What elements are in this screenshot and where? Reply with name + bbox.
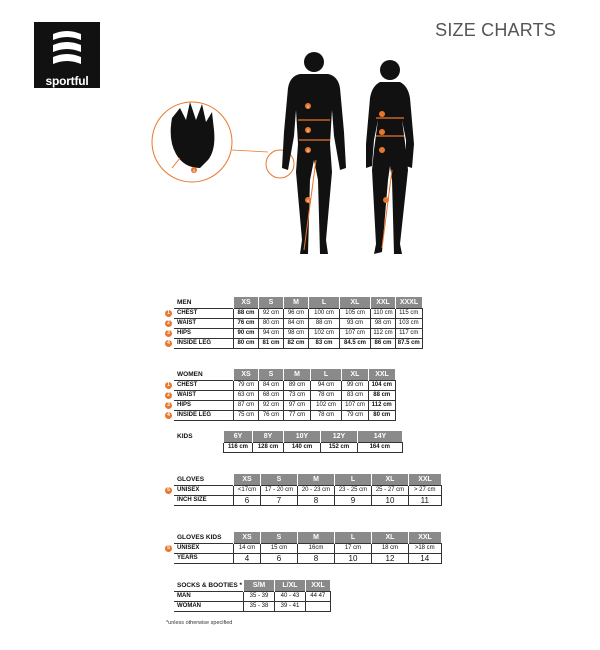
- row-label: UNISEX: [174, 486, 234, 496]
- row-label: MAN: [174, 592, 244, 602]
- socks-size-lxl: L/XL: [275, 580, 306, 592]
- socks-title: SOCKS & BOOTIES *: [177, 582, 243, 589]
- table-cell: 89 cm: [284, 381, 311, 391]
- table-cell: [160, 411, 174, 421]
- row-label: INCH SIZE: [174, 496, 234, 506]
- marker-5: 5: [165, 487, 172, 494]
- table-cell: 10: [335, 554, 372, 564]
- table-cell: 117 cm: [396, 329, 423, 339]
- table-cell: [160, 474, 174, 486]
- gloves-size-l: L: [335, 474, 372, 486]
- marker-2-man: 2: [306, 128, 310, 133]
- marker-4: 4: [165, 412, 172, 419]
- table-cell: 92 cm: [259, 309, 284, 319]
- table-cell: 84.5 cm: [340, 339, 371, 349]
- women-size-xl: XL: [342, 369, 369, 381]
- kids-title: KIDS: [177, 433, 193, 441]
- table-cell: [160, 401, 174, 411]
- table-cell: 99 cm: [342, 381, 369, 391]
- gloves-kids-size-xxl: XXL: [409, 532, 442, 544]
- women-title: WOMEN: [177, 371, 203, 378]
- table-cell: 12: [372, 554, 409, 564]
- table-row: [160, 391, 395, 401]
- table-cell: 79 cm: [234, 381, 259, 391]
- table-cell: 82 cm: [284, 339, 309, 349]
- table-cell: 87.5 cm: [396, 339, 423, 349]
- table-cell: 102 cm: [311, 401, 342, 411]
- table-row: [160, 411, 395, 421]
- table-cell: 112 cm: [369, 401, 396, 411]
- table-cell: 115 cm: [396, 309, 423, 319]
- table-cell: 86 cm: [371, 339, 396, 349]
- table-cell: <17cm: [234, 486, 261, 496]
- table-row: [160, 544, 441, 554]
- table-cell: 88 cm: [309, 319, 340, 329]
- table-cell: 80 cm: [369, 411, 396, 421]
- table-cell: [160, 309, 174, 319]
- table-cell: [160, 381, 174, 391]
- row-label: HIPS: [174, 329, 234, 339]
- table-cell: 76 cm: [234, 319, 259, 329]
- table-cell: 44 47: [306, 592, 331, 602]
- table-row: [160, 443, 402, 453]
- men-size-s: S: [259, 297, 284, 309]
- table-cell: 8: [298, 496, 335, 506]
- table-cell: [160, 329, 174, 339]
- table-cell: [160, 486, 174, 496]
- table-cell: >18 cm: [409, 544, 442, 554]
- table-cell: 81 cm: [259, 339, 284, 349]
- row-label: CHEST: [174, 309, 234, 319]
- man-figure: [282, 52, 346, 254]
- women-size-l: L: [311, 369, 342, 381]
- table-cell: 87 cm: [234, 401, 259, 411]
- men-size-xs: XS: [234, 297, 259, 309]
- table-cell: 35 - 38: [244, 602, 275, 612]
- gloves-title: GLOVES: [177, 476, 205, 483]
- gloves-size-s: S: [261, 474, 298, 486]
- table-cell: 96 cm: [284, 309, 309, 319]
- gloves-kids-size-xs: XS: [234, 532, 261, 544]
- women-size-xxl: XXL: [369, 369, 396, 381]
- table-cell: 80 cm: [234, 339, 259, 349]
- table-cell: 84 cm: [284, 319, 309, 329]
- table-cell: [174, 443, 224, 453]
- row-label: INSIDE LEG: [174, 411, 234, 421]
- table-cell: 77 cm: [284, 411, 311, 421]
- table-row: [160, 329, 422, 339]
- table-cell: 94 cm: [259, 329, 284, 339]
- marker-3-man: 3: [306, 148, 310, 153]
- row-label: INSIDE LEG: [174, 339, 234, 349]
- table-cell: 7: [261, 496, 298, 506]
- table-cell: 16cm: [298, 544, 335, 554]
- table-cell: 88 cm: [369, 391, 396, 401]
- kids-size-8y: 8Y: [253, 431, 284, 443]
- table-cell: [160, 592, 174, 602]
- table-cell: 15 cm: [261, 544, 298, 554]
- marker-4: 4: [165, 340, 172, 347]
- men-title: MEN: [177, 299, 192, 306]
- women-size-m: M: [284, 369, 311, 381]
- table-cell: 76 cm: [259, 411, 284, 421]
- table-cell: 14 cm: [234, 544, 261, 554]
- table-cell: 110 cm: [371, 309, 396, 319]
- gloves-size-xs: XS: [234, 474, 261, 486]
- table-cell: 23 - 25 cm: [335, 486, 372, 496]
- table-cell: 40 - 43: [275, 592, 306, 602]
- table-row: [160, 554, 441, 564]
- women-size-xs: XS: [234, 369, 259, 381]
- table-cell: [160, 554, 174, 564]
- kids-size-6y: 6Y: [224, 431, 253, 443]
- table-cell: 73 cm: [284, 391, 311, 401]
- men-size-l: L: [309, 297, 340, 309]
- gloves-size-xl: XL: [372, 474, 409, 486]
- table-cell: 140 cm: [284, 443, 321, 453]
- gloves-kids-size-xl: XL: [372, 532, 409, 544]
- gloves-kids-title: GLOVES KIDS: [177, 534, 222, 541]
- table-cell: [160, 319, 174, 329]
- table-cell: [160, 297, 174, 309]
- table-cell: [160, 602, 174, 612]
- table-cell: 11: [409, 496, 442, 506]
- table-cell: 104 cm: [369, 381, 396, 391]
- socks-size-table: [160, 580, 331, 612]
- men-size-xl: XL: [340, 297, 371, 309]
- table-cell: 128 cm: [253, 443, 284, 453]
- kids-size-table: [160, 431, 403, 453]
- table-row: [160, 496, 441, 506]
- table-cell: [160, 544, 174, 554]
- table-cell: 107 cm: [340, 329, 371, 339]
- table-cell: > 27 cm: [409, 486, 442, 496]
- table-cell: 93 cm: [340, 319, 371, 329]
- table-cell: 83 cm: [342, 391, 369, 401]
- marker-5: 5: [165, 545, 172, 552]
- table-cell: 152 cm: [321, 443, 358, 453]
- marker-5-glove: 5: [192, 168, 196, 173]
- marker-1: 1: [165, 310, 172, 317]
- table-cell: 97 cm: [284, 401, 311, 411]
- gloves-size-m: M: [298, 474, 335, 486]
- table-cell: 8: [298, 554, 335, 564]
- table-cell: 112 cm: [371, 329, 396, 339]
- gloves-size-xxl: XXL: [409, 474, 442, 486]
- table-cell: 9: [335, 496, 372, 506]
- table-row: [160, 602, 330, 612]
- table-cell: 79 cm: [342, 411, 369, 421]
- table-cell: 6: [261, 554, 298, 564]
- table-cell: 83 cm: [309, 339, 340, 349]
- marker-2: 2: [165, 392, 172, 399]
- row-label: WAIST: [174, 391, 234, 401]
- gloves-size-table: [160, 474, 442, 506]
- table-cell: [306, 602, 331, 612]
- row-label: CHEST: [174, 381, 234, 391]
- table-row: [160, 319, 422, 329]
- table-row: [160, 486, 441, 496]
- table-cell: 25 - 27 cm: [372, 486, 409, 496]
- table-cell: 10: [372, 496, 409, 506]
- table-cell: 105 cm: [340, 309, 371, 319]
- table-cell: [160, 443, 174, 453]
- socks-size-xxl: XXL: [306, 580, 331, 592]
- woman-figure: [366, 60, 414, 254]
- table-cell: 88 cm: [234, 309, 259, 319]
- table-cell: 6: [234, 496, 261, 506]
- row-label: HIPS: [174, 401, 234, 411]
- table-cell: 116 cm: [224, 443, 253, 453]
- row-label: WAIST: [174, 319, 234, 329]
- table-cell: 35 - 39: [244, 592, 275, 602]
- table-cell: [160, 369, 174, 381]
- marker-1: 1: [165, 382, 172, 389]
- brand-name: sportful: [45, 74, 89, 88]
- sportful-logo: [34, 22, 100, 88]
- table-cell: 78 cm: [311, 391, 342, 401]
- table-cell: [160, 391, 174, 401]
- men-size-table: [160, 297, 423, 349]
- glove-illustration: [152, 102, 268, 182]
- table-cell: 4: [234, 554, 261, 564]
- men-size-xxl: XXL: [371, 297, 396, 309]
- kids-size-12y: 12Y: [321, 431, 358, 443]
- table-cell: 100 cm: [309, 309, 340, 319]
- table-cell: 98 cm: [284, 329, 309, 339]
- table-cell: 75 cm: [234, 411, 259, 421]
- page-title: SIZE CHARTS: [435, 20, 556, 40]
- table-row: [160, 401, 395, 411]
- table-cell: 17 - 20 cm: [261, 486, 298, 496]
- table-cell: 20 - 23 cm: [298, 486, 335, 496]
- gloves-kids-size-table: [160, 532, 442, 564]
- table-row: [160, 339, 422, 349]
- women-size-table: [160, 369, 396, 421]
- kids-size-10y: 10Y: [284, 431, 321, 443]
- table-cell: [160, 339, 174, 349]
- table-cell: 90 cm: [234, 329, 259, 339]
- marker-4-man: 4: [306, 198, 310, 203]
- gloves-kids-size-m: M: [298, 532, 335, 544]
- men-size-xxxl: XXXL: [396, 297, 423, 309]
- marker-3: 3: [165, 330, 172, 337]
- row-label: UNISEX: [174, 544, 234, 554]
- gloves-kids-size-s: S: [261, 532, 298, 544]
- kids-size-14y: 14Y: [358, 431, 403, 443]
- body-measurement-illustration: [150, 40, 450, 270]
- table-cell: 78 cm: [311, 411, 342, 421]
- table-cell: 18 cm: [372, 544, 409, 554]
- table-cell: [160, 496, 174, 506]
- sportful-emblem-icon: [49, 30, 85, 70]
- men-size-m: M: [284, 297, 309, 309]
- table-cell: 92 cm: [259, 401, 284, 411]
- gloves-kids-size-l: L: [335, 532, 372, 544]
- table-cell: [160, 532, 174, 544]
- table-cell: 68 cm: [259, 391, 284, 401]
- marker-3: 3: [165, 402, 172, 409]
- table-cell: 107 cm: [342, 401, 369, 411]
- table-cell: [160, 580, 174, 592]
- table-row: [160, 309, 422, 319]
- row-label: WOMAN: [174, 602, 244, 612]
- table-cell: 80 cm: [259, 319, 284, 329]
- table-cell: 39 - 41: [275, 602, 306, 612]
- row-label: YEARS: [174, 554, 234, 564]
- table-cell: 102 cm: [309, 329, 340, 339]
- table-cell: 164 cm: [358, 443, 403, 453]
- women-size-s: S: [259, 369, 284, 381]
- table-cell: 94 cm: [311, 381, 342, 391]
- footnote: *unless otherwise specified: [166, 620, 233, 626]
- table-row: [160, 592, 330, 602]
- marker-2: 2: [165, 320, 172, 327]
- marker-1-man: 1: [306, 104, 310, 109]
- socks-size-sm: S/M: [244, 580, 275, 592]
- table-cell: [160, 431, 174, 443]
- table-cell: 63 cm: [234, 391, 259, 401]
- table-cell: 84 cm: [259, 381, 284, 391]
- table-row: [160, 381, 395, 391]
- table-cell: 17 cm: [335, 544, 372, 554]
- table-cell: 103 cm: [396, 319, 423, 329]
- table-cell: 14: [409, 554, 442, 564]
- table-cell: 98 cm: [371, 319, 396, 329]
